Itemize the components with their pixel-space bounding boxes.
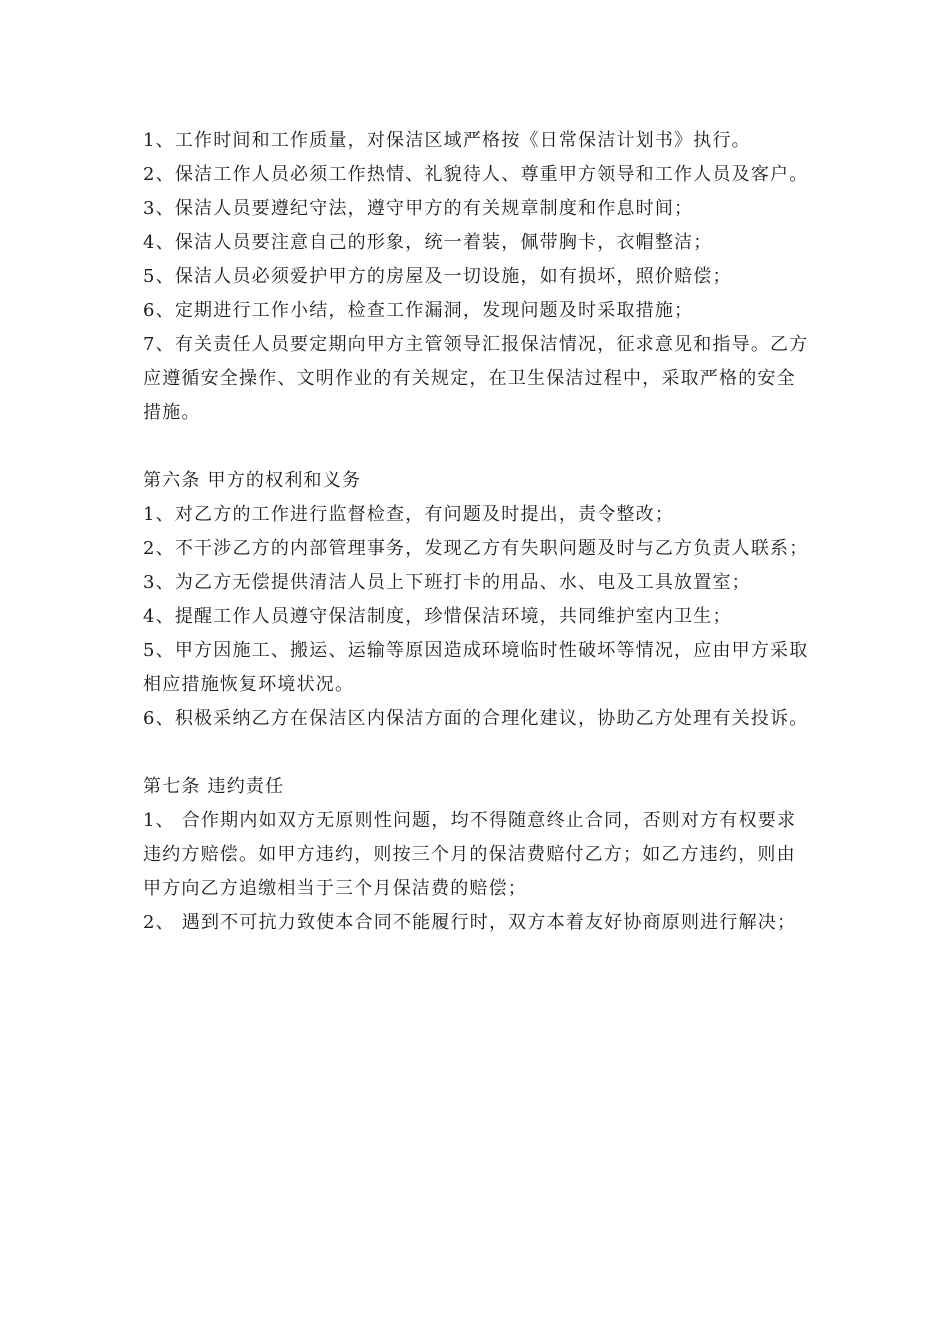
section5-item-5: 5、保洁人员必须爱护甲方的房屋及一切设施，如有损坏，照价赔偿； bbox=[143, 266, 732, 287]
section5-item-1: 1、工作时间和工作质量，对保洁区域严格按《日常保洁计划书》执行。 bbox=[143, 130, 751, 151]
document-body bbox=[143, 124, 813, 940]
section7-item-1: 1、 合作期内如双方无原则性问题，均不得随意终止合同，否则对方有权要求违约方赔偿。如甲方违约，则按三个月的保洁费赔付乙方；如乙方违约，则由甲方向乙方追缴相当于三个月保洁费的赔偿； bbox=[143, 810, 797, 899]
section6-item-5: 5、甲方因施工、搬运、运输等原因造成环境临时性破坏等情况，应由甲方采取相应措施恢复环境状况。 bbox=[143, 640, 809, 695]
spacer bbox=[143, 736, 813, 770]
section7-heading: 第七条 违约责任 bbox=[143, 776, 285, 797]
section5-item-4: 4、保洁人员要注意自己的形象，统一着装，佩带胸卡，衣帽整洁； bbox=[143, 232, 713, 253]
section5-item-3: 3、保洁人员要遵纪守法，遵守甲方的有关规章制度和作息时间； bbox=[143, 198, 694, 219]
section6-item-3: 3、为乙方无偿提供清洁人员上下班打卡的用品、水、电及工具放置室； bbox=[143, 572, 751, 593]
section6-heading: 第六条 甲方的权利和义务 bbox=[143, 470, 362, 491]
section6-item-4: 4、提醒工作人员遵守保洁制度，珍惜保洁环境，共同维护室内卫生； bbox=[143, 606, 732, 627]
section5-item-2: 2、保洁工作人员必须工作热情、礼貌待人、尊重甲方领导和工作人员及客户。 bbox=[143, 164, 809, 185]
section5-item-7: 7、有关责任人员要定期向甲方主管领导汇报保洁情况，征求意见和指导。乙方应遵循安全操作、文明作业的有关规定，在卫生保洁过程中，采取严格的安全措施。 bbox=[143, 334, 809, 423]
section7-item-2: 2、 遇到不可抗力致使本合同不能履行时，双方本着友好协商原则进行解决； bbox=[143, 912, 797, 933]
spacer bbox=[143, 430, 813, 464]
section6-item-2: 2、不干涉乙方的内部管理事务，发现乙方有失职问题及时与乙方负责人联系； bbox=[143, 538, 809, 559]
section6-item-6: 6、积极采纳乙方在保洁区内保洁方面的合理化建议，协助乙方处理有关投诉。 bbox=[143, 708, 809, 729]
section6-item-1: 1、对乙方的工作进行监督检查，有问题及时提出，责令整改； bbox=[143, 504, 675, 525]
section5-item-6: 6、定期进行工作小结，检查工作漏洞，发现问题及时采取措施； bbox=[143, 300, 694, 321]
